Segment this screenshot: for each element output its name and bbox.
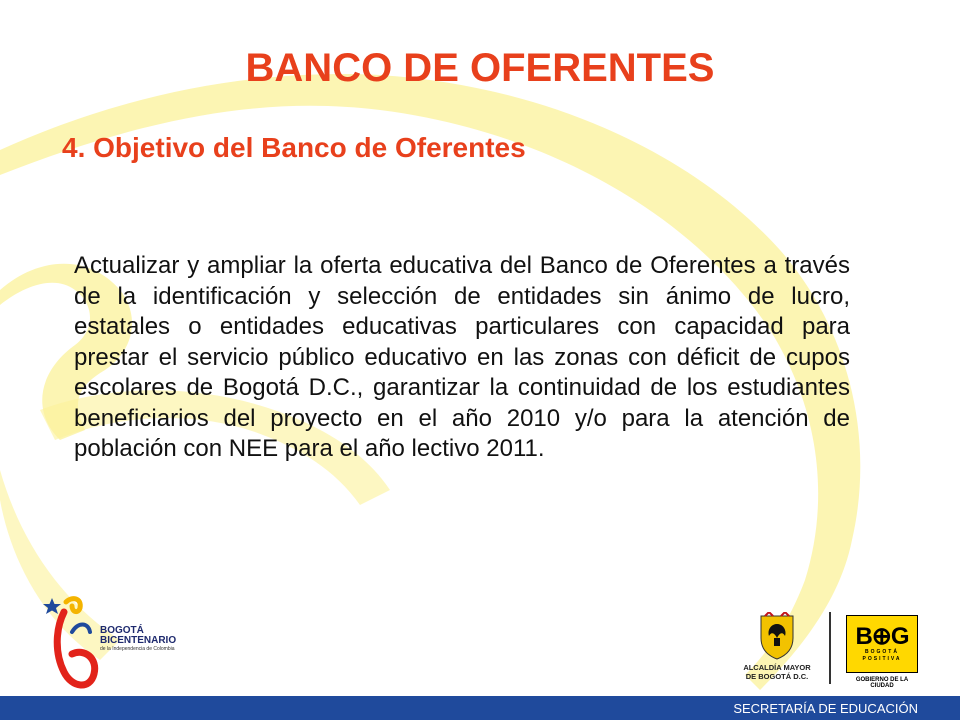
bicentenario-line-3: de la Independencia de Colombia [100, 646, 175, 652]
bog-small-line-1: BOGOTÁ [865, 649, 899, 655]
alcaldia-line-1: ALCALDÍA MAYOR [743, 663, 811, 672]
objective-paragraph: Actualizar y ampliar la oferta educativa del Banco de Oferentes a través de la identificación y selección de entidades sin ánimo de lucro, estatales o entidades educativas particulares con capacidad para prestar el servicio público educativo en las zonas con déficit de cupos escolares de Bogotá D.C., garantizar la continuidad de los estudiantes beneficiarios del proyecto en el año 2010 y/o para la atención de población con NEE para el año lectivo 2011. [74, 252, 850, 462]
logo-divider [829, 612, 831, 684]
bog-small-line-2: POSITIVA [862, 656, 902, 662]
bicentenario-wordmark [100, 626, 176, 653]
footer-label: SECRETARÍA DE EDUCACIÓN [733, 701, 918, 716]
alcaldia-line-2: DE BOGOTÁ D.C. [745, 672, 809, 681]
footer-bar [0, 696, 960, 720]
bicentenario-line-2: BICENTENARIO [100, 635, 177, 646]
slide-title: BANCO DE OFERENTES [245, 46, 715, 90]
star-icon [43, 598, 61, 614]
bogota-positiva-logo [846, 615, 918, 689]
coat-of-arms-icon [757, 612, 797, 660]
alcaldia-logo [732, 612, 822, 681]
bog-badge [846, 615, 918, 673]
bog-brand-text: B⊕G [855, 623, 909, 650]
bicentenario-line-1: BOGOTÁ [100, 625, 144, 636]
section-heading: 4. Objetivo del Banco de Oferentes [62, 132, 526, 163]
bog-caption: GOBIERNO DE LA CIUDAD [855, 677, 909, 689]
